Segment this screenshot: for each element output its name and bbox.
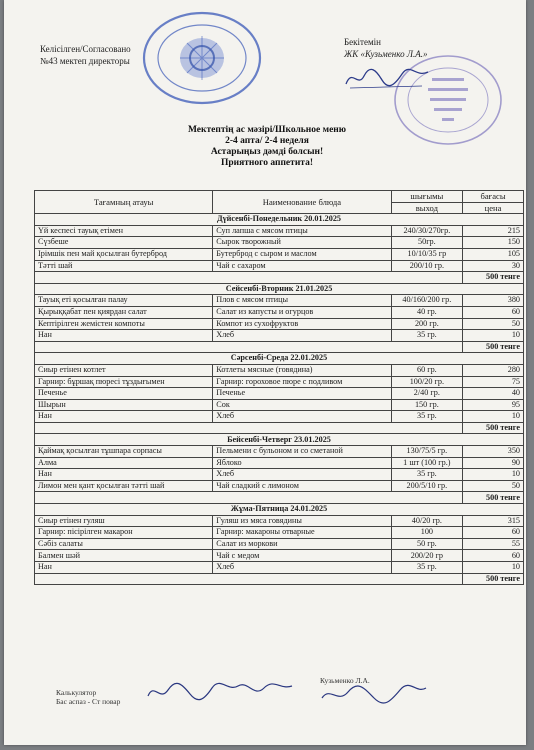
dish-price: 150 <box>463 237 524 249</box>
col-header-kz: Тағамның атауы <box>35 191 213 214</box>
dish-name-kz: Нан <box>35 411 213 423</box>
dish-name-ru: Хлеб <box>213 562 391 574</box>
dish-name-ru: Хлеб <box>213 411 391 423</box>
table-row <box>35 330 524 342</box>
table-row <box>35 562 524 574</box>
total-spacer <box>35 272 463 284</box>
dish-name-ru: Хлеб <box>213 469 391 481</box>
dish-name-ru: Котлеты мясные (говядина) <box>213 364 391 376</box>
dish-name-kz: Сәбіз салаты <box>35 538 213 550</box>
dish-name-ru: Плов с мясом птицы <box>213 295 391 307</box>
dish-name-kz: Печенье <box>35 388 213 400</box>
dish-price: 280 <box>463 364 524 376</box>
day-total: 500 тенге <box>463 341 524 353</box>
chef-signature <box>146 680 296 704</box>
table-row <box>35 550 524 562</box>
dish-price: 30 <box>463 260 524 272</box>
col-header-ru: Наименование блюда <box>213 191 391 214</box>
wish-kz: Астарыңыз дәмді болсын! <box>210 147 324 157</box>
dish-name-kz: Үй кеспесі тауық етімен <box>35 225 213 237</box>
dish-name-kz: Қырыққабат пен қиярдан салат <box>35 306 213 318</box>
total-spacer <box>35 573 463 585</box>
dish-name-kz: Лимон мен қант қосылған тәтті шай <box>35 480 213 492</box>
day-title: Сейсенбі-Вторник 21.01.2025 <box>35 283 524 295</box>
director-signature <box>342 64 432 92</box>
dish-price: 60 <box>463 550 524 562</box>
table-row <box>35 411 524 423</box>
dish-name-kz: Балмен шәй <box>35 550 213 562</box>
table-row <box>35 446 524 458</box>
table-row <box>35 295 524 307</box>
col-header-price-ru: цена <box>463 202 524 214</box>
day-title: Бейсенбі-Четверг 23.01.2025 <box>35 434 524 446</box>
day-total-row <box>35 341 524 353</box>
dish-name-ru: Сырок творожный <box>213 237 391 249</box>
dish-price: 215 <box>463 225 524 237</box>
week-title: 2-4 апта/ 2-4 неделя <box>225 136 309 146</box>
dish-output: 35 гр. <box>391 469 463 481</box>
dish-output: 100 <box>391 527 463 539</box>
dish-name-ru: Салат из моркови <box>213 538 391 550</box>
table-row <box>35 527 524 539</box>
col-header-output-kz: шығымы <box>391 191 463 203</box>
dish-name-kz: Кептірілген жемістен компоты <box>35 318 213 330</box>
dish-name-ru: Гарнир: гороховое пюре с подливом <box>213 376 391 388</box>
dish-name-ru: Бутерброд с сыром и маслом <box>213 248 391 260</box>
dish-name-ru: Печенье <box>213 388 391 400</box>
dish-name-ru: Чай с медом <box>213 550 391 562</box>
table-row <box>35 457 524 469</box>
dish-output: 100/20 гр. <box>391 376 463 388</box>
dish-output: 50гр. <box>391 237 463 249</box>
dish-name-kz: Шырын <box>35 399 213 411</box>
agreed-block <box>40 43 131 67</box>
dish-price: 315 <box>463 515 524 527</box>
approved-title: Бекітемін <box>344 37 381 47</box>
dish-name-kz: Сиыр етінен котлет <box>35 364 213 376</box>
total-spacer <box>35 341 463 353</box>
wish-ru: Приятного аппетита! <box>220 158 313 168</box>
day-header-row <box>35 434 524 446</box>
approved-owner: ЖК «Кузьменко Л.А.» <box>344 49 428 59</box>
dish-name-ru: Суп лапша с мясом птицы <box>213 225 391 237</box>
day-total-row <box>35 492 524 504</box>
table-row <box>35 248 524 260</box>
dish-name-kz: Қаймақ қосылған тұшпара сорпасы <box>35 446 213 458</box>
menu-sheet <box>4 0 526 745</box>
dish-output: 10/10/35 гр <box>391 248 463 260</box>
col-header-output-ru: выход <box>391 202 463 214</box>
dish-price: 60 <box>463 306 524 318</box>
day-title: Сәрсенбі-Среда 22.01.2025 <box>35 353 524 365</box>
dish-price: 90 <box>463 457 524 469</box>
menu-titles <box>0 125 534 169</box>
dish-name-ru: Гарнир: макароны отварные <box>213 527 391 539</box>
col-header-price-kz: бағасы <box>463 191 524 203</box>
school-seal-stamp <box>140 8 264 108</box>
dish-name-kz: Гарнир: бұршақ пюресі тұздығымен <box>35 376 213 388</box>
calculator-label: Калькулятор <box>56 688 97 697</box>
owner-name: Кузьменко Л.А. <box>320 676 370 685</box>
dish-output: 50 гр. <box>391 538 463 550</box>
agreed-title: Келісілген/Согласовано <box>40 44 131 54</box>
table-row <box>35 480 524 492</box>
dish-output: 40 гр. <box>391 306 463 318</box>
dish-price: 40 <box>463 388 524 400</box>
total-spacer <box>35 492 463 504</box>
dish-output: 130/75/5 гр. <box>391 446 463 458</box>
dish-output: 1 шт (100 гр.) <box>391 457 463 469</box>
dish-output: 200 гр. <box>391 318 463 330</box>
day-header-row <box>35 283 524 295</box>
menu-body <box>35 214 524 585</box>
dish-price: 105 <box>463 248 524 260</box>
dish-name-ru: Салат из капусты и огурцов <box>213 306 391 318</box>
day-total: 500 тенге <box>463 573 524 585</box>
table-row <box>35 306 524 318</box>
dish-name-ru: Пельмени с бульоном и со сметаной <box>213 446 391 458</box>
table-row <box>35 318 524 330</box>
dish-name-kz: Тауық еті қосылған палау <box>35 295 213 307</box>
dish-output: 35 гр. <box>391 411 463 423</box>
menu-table <box>34 190 524 585</box>
dish-price: 55 <box>463 538 524 550</box>
table-row <box>35 538 524 550</box>
table-row <box>35 469 524 481</box>
dish-price: 350 <box>463 446 524 458</box>
dish-price: 10 <box>463 562 524 574</box>
dish-price: 50 <box>463 318 524 330</box>
table-row <box>35 388 524 400</box>
dish-name-kz: Сиыр етінен гуляш <box>35 515 213 527</box>
day-total-row <box>35 573 524 585</box>
dish-name-kz: Сүзбеше <box>35 237 213 249</box>
dish-name-kz: Алма <box>35 457 213 469</box>
dish-name-kz: Ірімшік пен май қосылған бутерброд <box>35 248 213 260</box>
dish-name-kz: Нан <box>35 562 213 574</box>
day-total-row <box>35 422 524 434</box>
day-total: 500 тенге <box>463 422 524 434</box>
dish-name-ru: Компот из сухофруктов <box>213 318 391 330</box>
dish-output: 35 гр. <box>391 330 463 342</box>
table-row <box>35 260 524 272</box>
dish-price: 75 <box>463 376 524 388</box>
dish-output: 200/10 гр. <box>391 260 463 272</box>
day-header-row <box>35 504 524 516</box>
day-total: 500 тенге <box>463 272 524 284</box>
day-header-row <box>35 214 524 226</box>
dish-price: 10 <box>463 469 524 481</box>
table-row <box>35 376 524 388</box>
table-row <box>35 364 524 376</box>
dish-price: 10 <box>463 330 524 342</box>
dish-name-kz: Гарнир: пісірілген макарон <box>35 527 213 539</box>
dish-output: 60 гр. <box>391 364 463 376</box>
day-total: 500 тенге <box>463 492 524 504</box>
owner-signature <box>320 684 430 706</box>
table-row <box>35 237 524 249</box>
dish-output: 150 гр. <box>391 399 463 411</box>
day-title: Дүйсенбі-Понедельник 20.01.2025 <box>35 214 524 226</box>
dish-price: 380 <box>463 295 524 307</box>
table-row <box>35 515 524 527</box>
dish-name-ru: Сок <box>213 399 391 411</box>
dish-name-ru: Чай с сахаром <box>213 260 391 272</box>
menu-title: Мектептің ас мәзірі/Школьное меню <box>187 125 347 135</box>
dish-price: 10 <box>463 411 524 423</box>
dish-name-ru: Гуляш из мяса говядины <box>213 515 391 527</box>
dish-price: 95 <box>463 399 524 411</box>
dish-price: 60 <box>463 527 524 539</box>
chef-label: Бас аспаз - Ст повар <box>56 697 121 706</box>
approved-block <box>344 36 427 60</box>
day-header-row <box>35 353 524 365</box>
dish-name-ru: Яблоко <box>213 457 391 469</box>
dish-name-ru: Хлеб <box>213 330 391 342</box>
dish-output: 40/20 гр. <box>391 515 463 527</box>
table-row <box>35 399 524 411</box>
dish-output: 240/30/270гр. <box>391 225 463 237</box>
calculator-block <box>56 688 120 706</box>
agreed-director: №43 мектеп директоры <box>40 56 130 66</box>
dish-name-kz: Нан <box>35 330 213 342</box>
dish-output: 200/5/10 гр. <box>391 480 463 492</box>
day-total-row <box>35 272 524 284</box>
dish-price: 50 <box>463 480 524 492</box>
dish-name-kz: Нан <box>35 469 213 481</box>
dish-name-kz: Тәтті шай <box>35 260 213 272</box>
dish-output: 2/40 гр. <box>391 388 463 400</box>
dish-output: 35 гр. <box>391 562 463 574</box>
dish-output: 200/20 гр <box>391 550 463 562</box>
dish-name-ru: Чай сладкий с лимоном <box>213 480 391 492</box>
table-row <box>35 225 524 237</box>
dish-output: 40/160/200 гр. <box>391 295 463 307</box>
day-title: Жұма-Пятница 24.01.2025 <box>35 504 524 516</box>
total-spacer <box>35 422 463 434</box>
